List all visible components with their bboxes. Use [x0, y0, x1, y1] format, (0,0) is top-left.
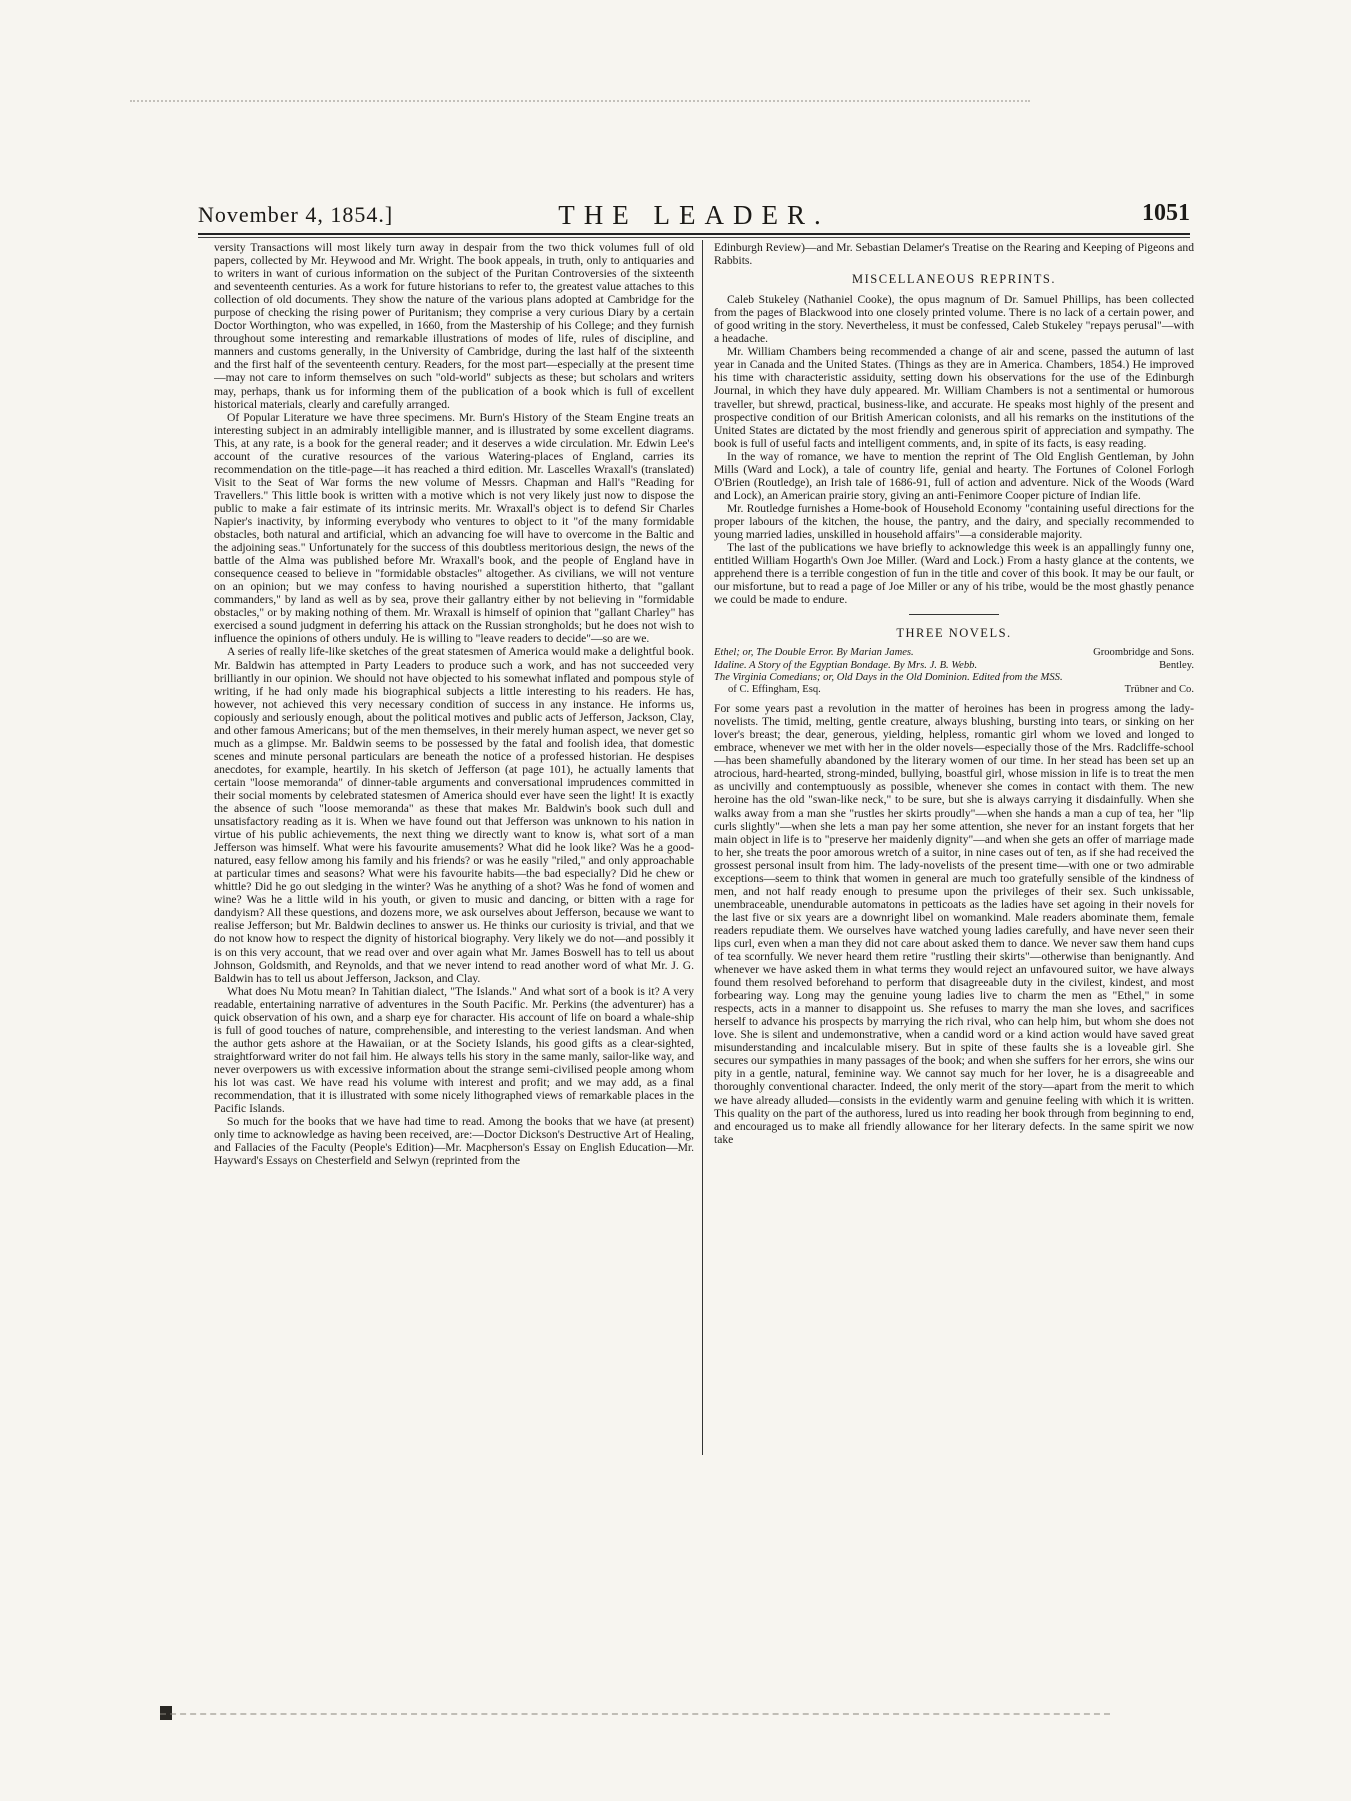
book-title: The Virginia Comedians; or, Old Days in the Old Dominion. Edited from the MSS.	[714, 671, 1063, 683]
masthead	[198, 200, 1190, 228]
article-paragraph: The last of the publications we have briefly to acknowledge this week is an appallingly funny one, entitled William Hogarth's Own Joe Miller. (Ward and Lock.) From a hasty glance at the contents, we apprehend there is a terrible congestion of fun in the title and cover of this book. It may be our fault, or our misfortune, but to read a page of Joe Miller or any of his tribe, would be the most ghastly penance we could be made to endure.	[714, 541, 1194, 607]
article-paragraph: Caleb Stukeley (Nathaniel Cooke), the opus magnum of Dr. Samuel Phillips, has been collected from the pages of Blackwood into one closely printed volume. There is no lack of a certain power, and of good writing in the story. Nevertheless, it must be confessed, Caleb Stukeley "repays perusal"—with a headache.	[714, 293, 1194, 346]
article-paragraph: Edinburgh Review)—and Mr. Sebastian Delamer's Treatise on the Rearing and Keeping of Pigeons and Rabbits.	[714, 241, 1194, 268]
article-paragraph: Mr. William Chambers being recommended a change of air and scene, passed the autumn of last year in Canada and the United States. (Things as they are in America. Chambers, 1854.) He improved his time with characteristic assiduity, setting down his observations for the use of the Edinburgh Journal, in which they have duly appeared. Mr. William Chambers is not a sentimental or humorous traveller, but shrewd, practical, business-like, and accurate. He speaks most highly of the present and prospective condition of our British American colonists, and all his remarks on the institutions of the United States are dictated by the most friendly and generous spirit of appreciation and sympathy. The book is full of useful facts and intelligent comments, and, in spite of its facts, is easy reading.	[714, 345, 1194, 450]
book-title: Ethel; or, The Double Error. By Marian James.	[714, 647, 914, 659]
book-title: of C. Effingham, Esq.	[728, 683, 821, 695]
book-entry	[714, 684, 1194, 696]
left-column	[214, 241, 694, 1456]
top-scan-noise	[130, 100, 1030, 112]
article-paragraph: In the way of romance, we have to mention the reprint of The Old English Gentleman, by John Mills (Ward and Lock), a tale of country life, genial and hearty. The Fortunes of Colonel Forlogh O'Brien (Routledge), an Irish tale of 1686-91, full of action and adventure. Nick of the Woods (Ward and Lock), an American prairie story, giving an anti-Fenimore Cooper picture of Indian life.	[714, 449, 1194, 502]
article-paragraph: What does Nu Motu mean? In Tahitian dialect, "The Islands." And what sort of a book is it? A very readable, entertaining narrative of adventures in the South Pacific. Mr. Perkins (the adventurer) has a quick observation of his own, and a sharp eye for character. His account of life on board a whale-ship is full of good touches of nature, comprehensible, and interesting to the veriest landsman. And when the author gets ashore at the Hawaiian, or at the Society Islands, his good gifts as a clear-sighted, straightforward writer do not fail him. He always tells his story in the same manly, sailor-like way, and never overpowers us with excessive information about the strange semi-civilised people among whom his lot was cast. We have read his volume with interest and profit; and we may add, as a final recommendation, that it is illustrated with some nicely lithographed views of remarkable places in the Pacific Islands.	[214, 984, 694, 1116]
right-column	[714, 241, 1194, 1456]
newspaper-title: THE LEADER.	[558, 200, 830, 230]
book-publisher: Groombridge and Sons.	[1093, 647, 1194, 659]
book-entry	[714, 647, 1194, 659]
book-entry	[714, 672, 1194, 684]
misc-reprints-heading: MISCELLANEOUS REPRINTS.	[852, 272, 1056, 287]
header-rule-thin	[198, 237, 1190, 238]
bottom-scan-noise	[160, 1713, 1110, 1719]
column-divider	[702, 240, 703, 1455]
book-publisher: Bentley.	[1159, 659, 1194, 671]
book-list	[714, 647, 1194, 696]
book-entry	[714, 660, 1194, 672]
article-paragraph: For some years past a revolution in the matter of heroines has been in progress among the lady-novelists. The timid, melting, gentle creature, always blushing, bursting into tears, or sinking on her lover's breast; the dear, generous, yielding, helpless, romantic girl whom we loved and longed to embrace, whenever we met with her in the older novels—especially those of the Mrs. Radcliffe-school—has been shamefully abandoned by the literary women of our time. In her stead has been set up an atrocious, hard-hearted, strong-minded, bullying, boastful girl, whose mission in life is to treat the men as uncivilly and contemptuously as possible, whenever she comes in contact with them. The new heroine has the old "swan-like neck," to be sure, but she is always carrying it disdainfully. When she walks away from a man she "rustles her skirts proudly"—when she hands a man a cup of tea, her "lip curls slightly"—when she lets a man pay her some attention, she never for an instant forgets that her main object in life is to "preserve her maidenly dignity"—and when she gets an offer of marriage made to her, she treats the poor amorous wretch of a suitor, in nine cases out of ten, as if she had received the grossest personal insult from him. The lady-novelists of the present time—with one or two admirable exceptions—seem to think that women in general are much too gratefully sensible of the kindness of men, and not half ready enough to presume upon the privileges of their sex. Such unkissable, unembraceable, unendurable automatons in petticoats as the ladies have set agoing in their novels for the last five or six years are a downright libel on womankind. Male readers abominate them, female readers repudiate them. We ourselves have watched young ladies carefully, and have never seen their lips curl, even when a man they did not care about asked them to dance. We never saw them hand cups of tea scornfully. We never heard them retire "rustling their skirts"—otherwise than benignantly. And whenever we have asked them in what terms they would reject an unfavoured suitor, we have always found them resolved beforehand to perform that disagreeable duty in the civilest, kindest, and most forbearing way. Long may the genuine young ladies live to charm the men as "Ethel," in some respects, acts in a manner to disappoint us. She refuses to marry the man she loves, and sacrifices herself to advance his prospects by marrying the rich rival, who can help him, but whom she does not love. She is silent and undemonstrative, when a candid word or a kind action would have saved great misunderstanding and incalculable misery. But in spite of these faults she is a loveable girl. She secures our sympathies in many passages of the book; and when she suffers for her errors, she wins our pity in a gentle, natural, feminine way. We cannot say much for her lover, he is a disagreeable and thoroughly conventional character. Indeed, the only merit of the story—apart from the merit to which we have already alluded—consists in the evidently warm and genuine feeling with which it is written. This quality on the part of the authoress, lured us into reading her book through from beginning to end, and encouraged us to make all friendly allowance for her literary defects. In the same spirit we now take	[714, 702, 1194, 1146]
issue-date: November 4, 1854.]	[198, 202, 394, 227]
header-rule	[198, 233, 1190, 235]
book-publisher	[1186, 672, 1194, 684]
book-title: Idaline. A Story of the Egyptian Bondage. By Mrs. J. B. Webb.	[714, 659, 978, 671]
article-paragraph: So much for the books that we have had time to read. Among the books that we have (at present) only time to acknowledge as having been received, are:—Doctor Dickson's Destructive Art of Healing, and Fallacies of the Faculty (People's Edition)—Mr. Macpherson's Essay on English Education—Mr. Hayward's Essays on Chesterfield and Selwyn (reprinted from the	[214, 1115, 694, 1168]
page-number: 1051	[1142, 200, 1190, 226]
section-divider	[909, 614, 999, 615]
book-publisher: Trübner and Co.	[1124, 683, 1194, 695]
three-novels-heading: THREE NOVELS.	[896, 626, 1012, 641]
article-paragraph: versity Transactions will most likely turn away in despair from the two thick volumes full of old papers, collected by Mr. Heywood and Mr. Wright. The book appeals, in truth, only to antiquaries and to writers in want of curious information on the subject of the Puritan Controversies of the sixteenth and seventeenth centuries. As a work for future historians to refer to, the greatest value attaches to this collection of old documents. They show the nature of the various plans adopted at Cambridge for the purpose of checking the rising power of Puritanism; they comprise a very curious Diary by a certain Doctor Worthington, who was expelled, in 1660, from the Mastership of his College; and they furnish throughout some interesting and remarkable illustrations of modes of life, rules of discipline, and manners and customs generally, in the University of Cambridge, during the last half of the sixteenth and the first half of the seventeenth century. Readers, for the most part—especially at the present time—may not care to inform themselves on such "old-world" subjects as these; but scholars and writers may, perhaps, thank us for informing them of the publication of a book which is full of excellent historical materials, clearly and carefully arranged.	[214, 241, 694, 411]
article-paragraph: A series of really life-like sketches of the great statesmen of America would make a delightful book. Mr. Baldwin has attempted in Party Leaders to produce such a work, and has not succeeded very brilliantly in our opinion. We should not have objected to his somewhat inflated and pompous style of writing, if he had only made his biographical subjects a little interesting to his readers. He has, however, not achieved this very necessary condition of success in any instance. He informs us, copiously and seriously enough, about the political motives and public acts of Jefferson, Jackson, Clay, and other famous Americans; but of the men themselves, in their merely human aspect, we never get so much as a glimpse. Mr. Baldwin seems to be possessed by the fatal and foolish idea, that domestic scenes and minute personal particulars are beneath the notice of a professed historian. He despises anecdotes, for example, heartily. In his sketch of Jefferson (at page 101), he actually laments that certain "loose memoranda" of dinner-table arguments and conversational imprudences committed in their social moments by celebrated statesmen of America should ever have seen the light! It is exactly the absence of such "loose memoranda" as these that makes Mr. Baldwin's book such dull and unsatisfactory reading as it is. When we have found out that Jefferson was unknown to his nation in virtue of his public achievements, the next thing we directly want to know is, what sort of a man Jefferson was himself. What were his favourite amusements? What did he look like? Was he a good-natured, easy fellow among his family and his friends? or was he easily "riled," and only approachable at particular times and seasons? What were his favourite habits—the bad especially? Did he chew or whittle? Did he go out sledging in the winter? Was he anything of a shot? Was he fond of women and wine? Was he a little wild in his youth, or given to music and dancing, or bitten with a rage for dandyism? All these questions, and dozens more, we ask ourselves about Jefferson, because we want to realise Jefferson; but Mr. Baldwin declines to answer us. He thinks our curiosity is trivial, and that we do not know how to respect the dignity of historical biography. Very likely we do not—and possibly it is on this very account, that we read over and over again what Mr. James Boswell has to tell us about Johnson, Goldsmith, and Reynolds, and that we never intend to read another word of what Mr. J. G. Baldwin has to tell us about Jefferson, Jackson, and Clay.	[214, 645, 694, 985]
article-paragraph: Of Popular Literature we have three specimens. Mr. Burn's History of the Steam Engine treats an interesting subject in an admirably intelligible manner, and is illustrated by some excellent diagrams. This, at any rate, is a book for the general reader; and it deserves a wide circulation. Mr. Edwin Lee's account of the curative resources of the various Watering-places of England, carries its recommendation on the title-page—it has reached a third edition. Mr. Lascelles Wraxall's (translated) Visit to the Seat of War forms the new volume of Messrs. Chapman and Hall's "Reading for Travellers." This little book is written with a motive which is not very likely just now to dispose the public to make a fair estimate of its intrinsic merits. Mr. Wraxall's object is to defend Sir Charles Napier's inactivity, by informing everybody who ventures to object to it "of the many formidable obstacles, both natural and artificial, which an advancing foe will have to overcome in the Baltic and the adjoining seas." Unfortunately for the success of this doubtless meritorious design, the news of the battle of the Alma was published before Mr. Wraxall's book, and the people of England have in consequence ceased to believe in "formidable obstacles" altogether. As civilians, we will not venture on an opinion; but we may confess to having nourished a superstition hitherto, that "gallant commanders," by land as well as by sea, prove their gallantry either by not believing in "formidable obstacles," or by making nothing of them. Mr. Wraxall is himself of opinion that "gallant Charley" has exercised a sound judgment in deferring his attack on the Russian strongholds; but he does not wish to influence the opinions of others unduly. He is willing to "leave readers to decide"—so are we.	[214, 410, 694, 646]
article-paragraph: Mr. Routledge furnishes a Home-book of Household Economy "containing useful directions for the proper labours of the kitchen, the house, the pantry, and the dairy, and specially recommended to young married ladies, unskilled in household affairs"—a considerable majority.	[714, 501, 1194, 541]
